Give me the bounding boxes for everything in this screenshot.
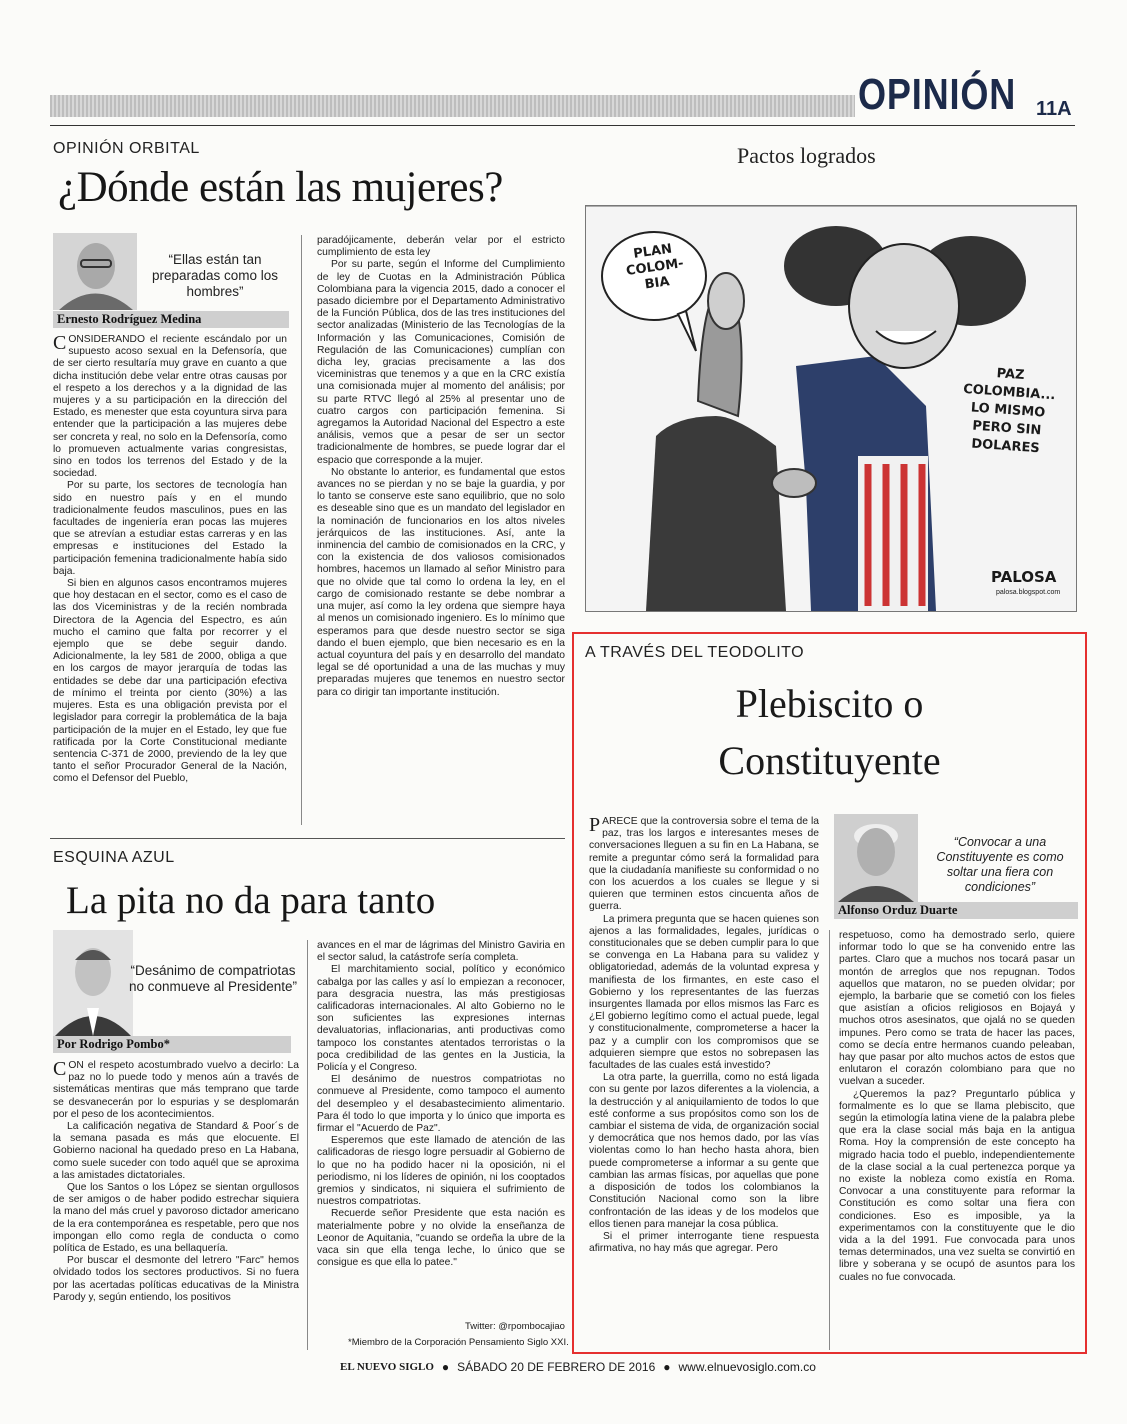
paragraph: Por su parte, según el Informe del Cumplimiento de ley de Cuotas en la Administración Pública Colombiana para la vigencia 2015, dado a conocer el pasado diciembre por el Departamento Administrativo de la Función Pública, dos de las tres instituciones del sector analizadas (Ministerio de las Tecnologías de la Información y las Comunicaciones, Comisión de Regulación de las Comunicaciones) cumplían con dicha ley, gracias precisamente a las dos viceministras que tenemos y a que en la CRC existía una comisionada mujer al momento del análisis; por su parte RTVC llegó al 25% al presentar uno de cuatro cargos con participación femenina. Si agregamos la Autoridad Nacional del Espectro a este análisis, vemos que a pesar de ser un sector tradicionalmente de hombres, se puede lograr dar el espacio que corresponde a la mujer. — [317, 259, 565, 466]
paragraph: Si bien en algunos casos encontramos mujeres que hoy destacan en el sector, como es el caso de las dos Viceministras y de la recién nombrada Directora de la Agencia del Espectro, es aún mucho el camino que falta por recorrer y el ejemplo que se debe seguir dando. Adicionalmente, la ley 581 de 2000, obliga a que en los cargos de mayor jerarquía de todas las entidades se debe dar una participación efectiva de mínimo el treinta por ciento (30%) a las mujeres. Esta es una obligación prevista por el legislador para corregir la problemática de la baja participación de la mujer en el Estado, ley que fue ratificada por la Corte Constitucional mediante sentencia C-371 de 2000, previendo de la ley que tanto el señor Procurador General de la Nación, como el Defensor del Pueblo, — [53, 578, 287, 785]
paragraph: paradójicamente, deberán velar por el estricto cumplimiento de esta ley — [317, 235, 565, 259]
speech-bubble-plan-colombia: PLAN COLOM- BIA — [625, 241, 685, 293]
article-title-plebiscito-line2: Constituyente — [718, 738, 941, 783]
paragraph: La otra parte, la guerrilla, como no está ligada con su gente por lazos diferentes a la violencia, a la destrucción y al aniquilamiento de todos lo que esté conforme a sus propósitos como son los de cambiar el sistema de vida, de organización social y democrática que nos hemos dado, por las vías violentas como lo han hecho hasta ahora, bien puede comprometerse a informar a su gente que cambian las armas físicas, por aquellas que pone a disposición de todos los colombianos la Constitución Nacional como son la libre confrontación de las ideas y de los modelos que ellos tienen para manejar la cosa pública. — [589, 1072, 819, 1230]
footer-date: SÁBADO 20 DE FEBRERO DE 2016 — [457, 1360, 656, 1374]
paragraph: CONSIDERANDO el reciente escándalo por un supuesto acoso sexual en la Defensoría, que de ser cierto resultaría muy grave en cuanto a que dicha institución debe velar entre otras causas por el respeto a los derechos y a la dignidad de las mujeres y a su participación en la dirección del Estado, es menester que esta coyuntura sirva para entender que la participación a las mujeres debe ser concreta y real, no solo en la Defensoría, como lo promueven actualmente varias congresistas, sino en todos los terrenos del Estado y de la sociedad. — [53, 332, 287, 480]
pull-quote-pita: “Desánimo de compatriotas no conmueve al Presidente” — [128, 963, 298, 994]
kicker-teodolito: A TRAVÉS DEL TEODOLITO — [585, 644, 805, 661]
kicker-opinion-orbital: OPINIÓN ORBITAL — [53, 140, 200, 157]
paragraph: Esperemos que este llamado de atención de las calificadoras de riesgo logre persuadir al Gobierno de lo que no ha podido hacer ni la oposición, ni el periodismo, ni los líderes de opinión, ni los cooptados gremios y sindicatos, ni siquiera el sufrimiento de nuestros compatriotas. — [317, 1135, 565, 1208]
author-byline-orduz: Alfonso Orduz Duarte — [834, 902, 1078, 919]
paragraph: ¿Queremos la paz? Preguntarlo pública y formalmente es lo que se llama plebiscito, que según la etimología latina viene de la palabra plebe que era la clase social más baja en la antigua Roma. Hoy la comprensión de este concepto ha migrado hacia todo el pueblo, independientemente de la clase social a la cual pertenezca porque ya no existe la nobleza como existía en Roma. Convocar a una constituyente para reformar la Constitución es como soltar una fiera con condiciones. Eso es imposible, ya la experimentamos con la constituyente que le dio vida a la del 1991. Fue convocada para unos temas determinados, una vez suelta se convirtió en libre y soberana y se ocupó de asuntos para los cuales no fue convocada. — [839, 1088, 1075, 1283]
author-byline-rodriguez: Ernesto Rodríguez Medina — [53, 311, 289, 328]
footer-dot-icon: ● — [441, 1360, 450, 1374]
column-divider — [301, 235, 302, 825]
paragraph: Si el primer interrogante tiene respuesta afirmativa, no hay más que agregar. Pero — [589, 1230, 819, 1255]
pull-quote-constituyente: “Convocar a una Constituyente es como soltar una fiera con condiciones” — [936, 835, 1064, 894]
column-divider — [307, 940, 308, 1350]
article-mujeres-col2 — [317, 235, 565, 699]
paragraph: PARECE que la controversia sobre el tema de la paz, tras los largos e interesantes meses de conversaciones lleguen a su fin en La Habana, se remite a preguntar cómo será la formalidad para que la ciudadanía manifieste su conformidad o no con los acuerdos a los cuales se llegue y si quieren que terminen estos cincuenta años de guerra. — [589, 814, 819, 913]
article-title-pita: La pita no da para tanto — [66, 879, 436, 922]
cartoonist-blog: palosa.blogspot.com — [996, 589, 1061, 596]
paragraph: La calificación negativa de Standard & Poor´s de la semana pasada es más que elocuente. El Gobierno nacional ha quedado preso en La Habana, como suele suceder con todo aquél que se aproxima a las amistades dictatoriales. — [53, 1121, 299, 1181]
kicker-esquina-azul: ESQUINA AZUL — [53, 849, 175, 866]
footer-url: www.elnuevosiglo.com.co — [678, 1360, 816, 1374]
paragraph: Que los Santos o los López se sientan orgullosos de ser amigos o de haber podido estrechar siquiera la mano del más cruel y pavoroso dictador americano de la era contemporánea es respetable, pero que nos impongan ello como regla de conducta o como política de Estado, es una bellaquería. — [53, 1182, 299, 1255]
header-band — [50, 95, 855, 117]
header-rule — [50, 125, 1075, 126]
article-mujeres-col1 — [53, 334, 287, 786]
paragraph: Recuerde señor Presidente que esta nación es materialmente pobre y no olvide la enseñanza de Leonor de Aquitania, "cuando se ordeña la ubre de la vaca sin que ella tenga leche, lo único que se consigue es que ella lo patee." — [317, 1208, 565, 1269]
paragraph: respetuoso, como ha demostrado serlo, quiere informar todo lo que se ha convenido entre las partes. Claro que a muchos nos tocará pasar un montón de arreglos que nos repugnan. Todos aquellos que mataron, no se pueden olvidar; por ejemplo, la barbarie que se cometió con los fieles que asistían a oficios religiosos en Bojayá y muchos otros asesinatos, que ojalá no se queden impunes. Pero como se trata de hacer las paces, como se decía entre hermanos cuando peleaban, hay que pasar por alto muchos actos de estos que enlutaron el corazón colombiano para que no vuelvan a suceder. — [839, 930, 1075, 1088]
article-title-mujeres: ¿Dónde están las mujeres? — [58, 164, 503, 211]
footer-paper-name: EL NUEVO SIGLO — [340, 1361, 434, 1373]
paragraph: El marchitamiento social, político y económico cabalga por las calles y así lo empiezan a reconocer, para desgracia nuestra, las más prestigiosas calificadoras internacionales. Al alto Gobierno no le son suficientes las expresiones internas devaluatorias, inflacionarias, anti productivas como tampoco los constantes atentados terroristas o la poca credibilidad de las gentes en la Justicia, la Policía y el Congreso. — [317, 964, 565, 1074]
author-photo-pombo — [53, 930, 133, 1036]
page-number: 11A — [1036, 98, 1072, 120]
pull-quote-mujeres: “Ellas están tan preparadas como los hombres” — [151, 252, 279, 299]
footer-dot-icon: ● — [663, 1360, 671, 1374]
section-rule — [50, 838, 565, 839]
column-divider — [829, 930, 830, 1350]
section-name: OPINIÓN — [858, 70, 1017, 119]
paragraph: La primera pregunta que se hacen quienes son ajenos a las formalidades, legales, jurídicas o constitucionales que se deben cumplir para lo que se convenga en La Habana para su validez y obligatoriedad, además de la voluntad expresa y manifiesta de los firmantes, en este caso el Gobierno y los representantes de las fuerzas insurgentes llamada por ellos mismos las Farc es ¿El gobierno legítimo como el actual puede, legal y constitucionalmente, comprometerse a hacer la paz y a cumplir con los compromisos que se adquieren siempre que estos no sobrepasen las facultades de las cuales está investido? — [589, 913, 819, 1072]
author-byline-pombo: Por Rodrigo Pombo* — [53, 1036, 291, 1053]
cartoon-title: Pactos logrados — [737, 143, 876, 168]
speech-paz-colombia: PAZ COLOMBIA... LO MISMO PERO SIN DOLARES — [962, 366, 1056, 457]
footer — [340, 1360, 980, 1374]
cartoon — [585, 205, 1077, 612]
paragraph: CON el respeto acostumbrado vuelvo a decirlo: La paz no lo puede todo y menos aún a través de sistemáticas mentiras que más temprano que tarde se desvanecerán por lo espurias y se desplomarán por el peso de los acontecimientos. — [53, 1058, 299, 1120]
paragraph: avances en el mar de lágrimas del Ministro Gaviria en el sector salud, la catástrofe sería completa. — [317, 940, 565, 964]
author-photo-rodriguez — [53, 233, 137, 310]
article-plebiscito-col1 — [589, 816, 819, 1255]
paragraph: El desánimo de nuestros compatriotas no conmueve al Presidente, como tampoco el aumento del desempleo y el desabastecimiento alimentario. Para él todo lo que importa y lo único que importa es firmar el "Acuerdo de Paz". — [317, 1074, 565, 1135]
paragraph: Por buscar el desmonte del letrero "Farc" hemos olvidado todos los sectores productivos. Si no fuera por las acertadas políticas educativas de la Ministra Parody y, según entiendo, los positivos — [53, 1255, 299, 1303]
article-pita-col1 — [53, 1060, 299, 1304]
author-photo-orduz — [834, 814, 918, 902]
paragraph: Por su parte, los sectores de tecnología han sido en nuestro país y en el mundo tradicionalmente feudos masculinos, pues en las facultades de ingeniería eran pocas las mujeres que se atrevían a estudiar estas carreras y en las empresas e instituciones del Estado la participación femenina tradicionalmente había sido baja. — [53, 480, 287, 577]
article-plebiscito-col2 — [839, 930, 1075, 1284]
twitter-handle: Twitter: @rpombocajiao — [465, 1321, 565, 1332]
author-footnote: *Miembro de la Corporación Pensamiento Siglo XXI. — [348, 1337, 569, 1348]
article-pita-col2 — [317, 940, 565, 1269]
cartoonist-signature: PALOSA — [991, 568, 1057, 586]
paragraph: No obstante lo anterior, es fundamental que estos avances no se pierdan y no se baje la guardia, y por lo tanto se conserve este sano equilibrio, que no solo es deseable sino que es un mandato del legislador en la nominación de funcionarios en los altos niveles jerárquicos de las instituciones. Así, ante la inminencia del cambio de comisionados en la CRC, y con la existencia de dos valiosos comisionados hombres, hacemos un llamado al señor Ministro para que no olvide que tal como lo ordena la ley, en el cargo de comisionado restante se debe nombrar a una mujer, así como la ley ordena que siempre haya al menos un comisionado ingeniero. Es lo mínimo que esperamos para que desde nuestro sector se siga dando el buen ejemplo, que bien necesario es en la actual coyuntura del país y en desarrollo del mandato legal se dé oportunidad a una de las muchas y muy preparadas mujeres que tenemos en nuestro sector para co dirigir tan importante institución. — [317, 466, 565, 698]
article-title-plebiscito-line1: Plebiscito o — [735, 681, 924, 726]
